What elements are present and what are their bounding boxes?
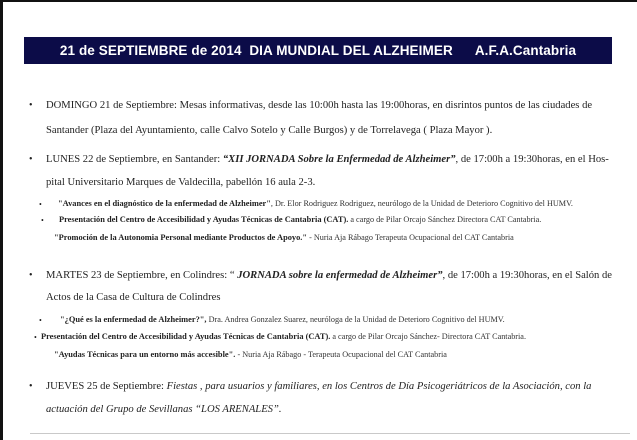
page-left-edge (0, 0, 3, 440)
page-bottom-rule (30, 433, 630, 434)
talk-title: "Promoción de la Autonomia Personal mediante Productos de Apoyo." (54, 233, 308, 242)
banner-title: 21 de SEPTIEMBRE de 2014 DIA MUNDIAL DEL ALZHEIMER (59, 43, 453, 58)
banner-organization: A.F.A.Cantabria (474, 43, 577, 58)
talk-title: Presentación del Centro de Accesibilidad y Ayudas Técnicas de Cantabria (CAT). (41, 332, 331, 341)
talk-title: "Ayudas Técnicas para un entorno más accesible". (54, 350, 236, 359)
talk-speaker: - Nuria Aja Rábago Terapeuta Ocupacional del CAT Cantabria (307, 233, 514, 242)
event-line: Actos de la Casa de Cultura de Colindres (46, 292, 221, 303)
event-day-text: MARTES 23 de Septiembre, en Colindres: “ (46, 270, 238, 281)
event-title: “XII JORNADA Sobre la Enfermedad de Alzheimer” (222, 154, 456, 165)
talk-item (60, 315, 505, 324)
talk-item (41, 332, 526, 341)
event-title: JORNADA sobre la enfermedad de Alzheimer” (237, 270, 443, 281)
event-time-text: , de 17:00h a 19:30horas, en el Salón de (442, 270, 612, 281)
talk-item (54, 350, 447, 359)
event-line (46, 381, 591, 392)
talk-item (58, 199, 573, 208)
talk-speaker: Dra. Andrea Gonzalez Suarez, neuróloga de la Unidad de Deterioro Cognitivo del HUMV. (206, 315, 505, 324)
bullet-icon: • (41, 216, 44, 225)
talk-item (54, 233, 514, 242)
talk-speaker: a cargo de Pilar Orcajo Sánchez- Directora CAT Cantabria. (330, 332, 526, 341)
event-line (46, 270, 612, 281)
talk-speaker: a cargo de Pilar Orcajo Sánchez Directora CAT Cantabria. (348, 215, 542, 224)
bullet-icon: • (29, 100, 33, 111)
page-top-edge (0, 0, 637, 2)
header-banner (24, 37, 612, 64)
bullet-icon: • (29, 154, 33, 165)
event-time-text: , de 17:00h a 19:30horas, en el Hos- (455, 154, 609, 165)
event-description: Fiestas , para usuarios y familiares, en los Centros de Día Psicogeriátricos de la Asociación, con la (166, 381, 592, 392)
talk-item (59, 215, 541, 224)
event-description: actuación del Grupo de Sevillanas “LOS ARENALES”. (46, 404, 282, 415)
bullet-icon: • (29, 270, 33, 281)
event-line (46, 154, 609, 165)
event-line: pital Universitario Marques de Valdecilla, pabellón 16 aula 2-3. (46, 177, 316, 188)
talk-speaker: - Nuria Aja Rábago - Terapeuta Ocupacional del CAT Cantabria (235, 350, 447, 359)
bullet-icon: • (39, 200, 42, 209)
bullet-icon: • (34, 333, 37, 342)
bullet-icon: • (29, 381, 33, 392)
event-line (46, 404, 282, 415)
event-line: Santander (Plaza del Ayuntamiento, calle Calvo Sotelo y Calle Burgos) y de Torrelavega ( Plaza Mayor ). (46, 125, 493, 136)
talk-title: "¿Qué es la enfermedad de Alzheimer?", (60, 315, 207, 324)
event-line: DOMINGO 21 de Septiembre: Mesas informativas, desde las 10:00h hasta las 19:00horas, en disrintos puntos de las ciudades de (46, 100, 593, 111)
talk-title: Presentación del Centro de Accesibilidad y Ayudas Técnicas de Cantabria (CAT). (59, 215, 349, 224)
bullet-icon: • (39, 316, 42, 325)
event-day-text: LUNES 22 de Septiembre, en Santander: (46, 154, 223, 165)
event-day-text: JUEVES 25 de Septiembre: (46, 381, 167, 392)
talk-title: "Avances en el diagnóstico de la enfermedad de Alzheimer" (58, 199, 271, 208)
talk-speaker: , Dr. Elor Rodriguez Rodriguez, neurólogo de la Unidad de Deterioro Cognitivo del HUMV. (270, 199, 573, 208)
